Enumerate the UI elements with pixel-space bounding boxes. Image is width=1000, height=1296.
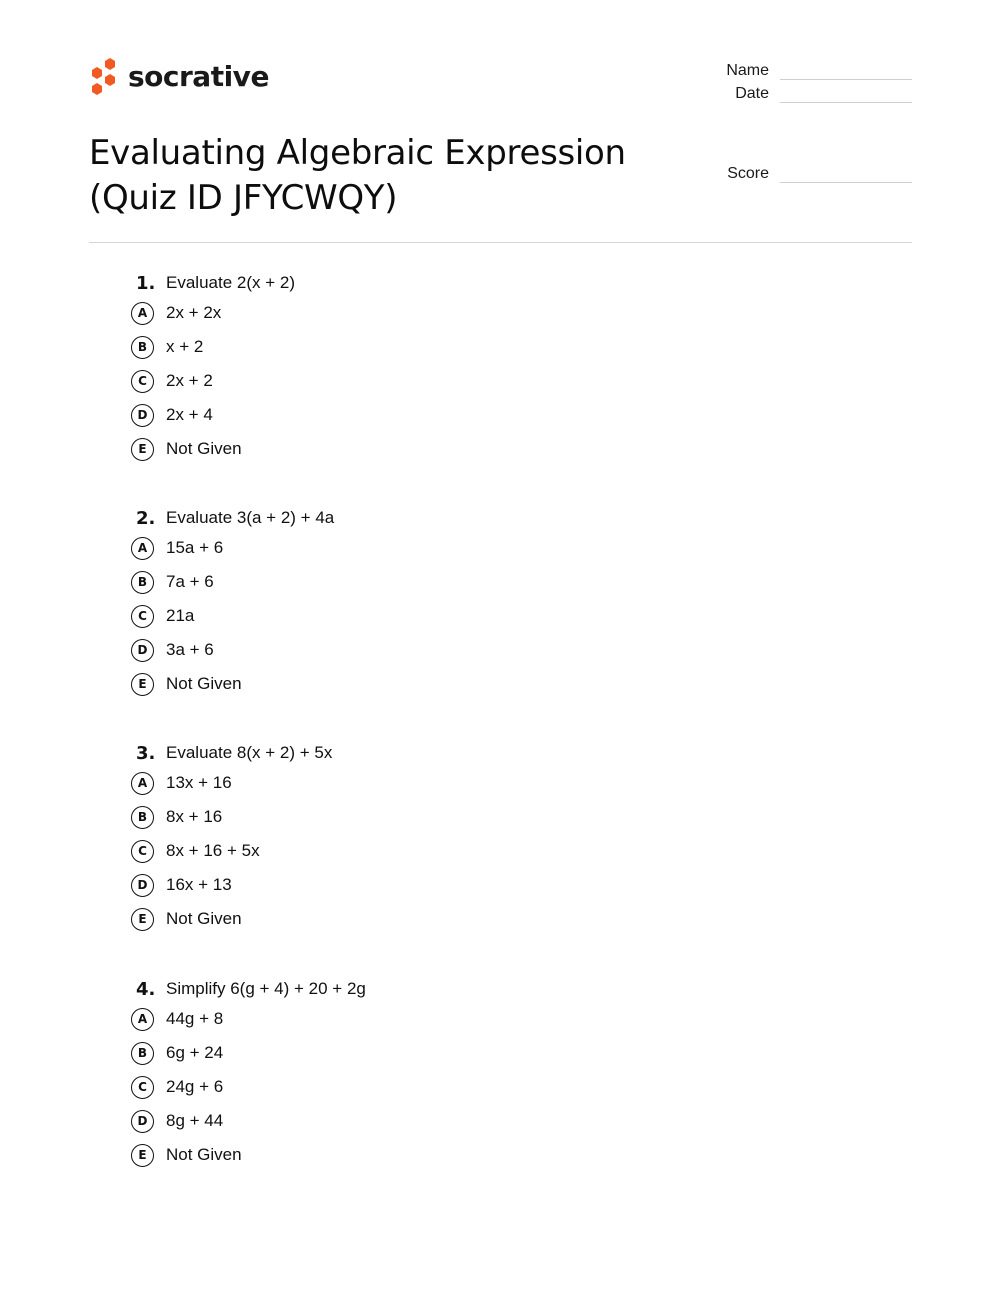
option-c[interactable] — [130, 834, 332, 868]
header-divider — [89, 242, 912, 243]
option-text: Not Given — [166, 1145, 242, 1164]
option-text: Not Given — [166, 909, 242, 928]
option-a[interactable] — [130, 296, 295, 330]
option-bubble[interactable]: C — [131, 1076, 154, 1099]
option-bubble[interactable]: A — [131, 1008, 154, 1031]
option-d[interactable] — [130, 868, 332, 902]
option-text: 2x + 2x — [166, 303, 222, 322]
option-text: x + 2 — [166, 337, 204, 356]
question-3 — [130, 740, 332, 936]
option-text: 7a + 6 — [166, 572, 214, 591]
score-field[interactable] — [700, 165, 912, 189]
question-text: Evaluate 3(a + 2) + 4a — [166, 508, 335, 527]
socrative-logo — [88, 57, 269, 97]
date-label: Date — [735, 85, 769, 102]
option-bubble[interactable]: A — [131, 302, 154, 325]
score-line[interactable] — [780, 182, 912, 183]
option-text: 21a — [166, 606, 195, 625]
option-b[interactable] — [130, 1036, 366, 1070]
name-line[interactable] — [780, 79, 912, 80]
option-d[interactable] — [130, 1104, 366, 1138]
option-d[interactable] — [130, 398, 295, 432]
option-c[interactable] — [130, 599, 334, 633]
option-bubble[interactable]: C — [131, 840, 154, 863]
option-text: 2x + 4 — [166, 405, 213, 424]
title-line-1: Evaluating Algebraic Expression — [89, 133, 626, 173]
hexagon-cluster-icon — [88, 57, 120, 97]
option-b[interactable] — [130, 565, 334, 599]
score-label: Score — [727, 165, 769, 182]
option-text: 16x + 13 — [166, 875, 232, 894]
option-a[interactable] — [130, 531, 334, 565]
option-text: 8x + 16 — [166, 807, 223, 826]
option-text: Not Given — [166, 674, 242, 693]
option-bubble[interactable]: B — [131, 806, 154, 829]
option-bubble[interactable]: E — [131, 1144, 154, 1167]
question-1 — [130, 270, 295, 466]
question-number: 3. — [136, 742, 156, 764]
option-text: 24g + 6 — [166, 1077, 224, 1096]
name-field[interactable] — [700, 62, 912, 86]
option-b[interactable] — [130, 330, 295, 364]
option-bubble[interactable]: E — [131, 438, 154, 461]
option-bubble[interactable]: C — [131, 370, 154, 393]
option-e[interactable] — [130, 667, 334, 701]
option-bubble[interactable]: A — [131, 772, 154, 795]
question-number: 2. — [136, 507, 156, 529]
question-2 — [130, 505, 334, 701]
option-e[interactable] — [130, 902, 332, 936]
option-text: 3a + 6 — [166, 640, 214, 659]
option-e[interactable] — [130, 1138, 366, 1172]
option-bubble[interactable]: B — [131, 571, 154, 594]
option-bubble[interactable]: C — [131, 605, 154, 628]
option-c[interactable] — [130, 364, 295, 398]
date-field[interactable] — [700, 85, 912, 109]
question-4 — [130, 976, 366, 1172]
question-text: Simplify 6(g + 4) + 20 + 2g — [166, 979, 366, 998]
option-text: 8x + 16 + 5x — [166, 841, 260, 860]
option-text: 13x + 16 — [166, 773, 232, 792]
option-bubble[interactable]: D — [131, 1110, 154, 1133]
option-text: Not Given — [166, 439, 242, 458]
option-bubble[interactable]: D — [131, 639, 154, 662]
option-text: 15a + 6 — [166, 538, 224, 557]
option-bubble[interactable]: A — [131, 537, 154, 560]
date-line[interactable] — [780, 102, 912, 103]
title-line-2: (Quiz ID JFYCWQY) — [89, 178, 398, 218]
option-bubble[interactable]: E — [131, 673, 154, 696]
option-bubble[interactable]: B — [131, 336, 154, 359]
option-c[interactable] — [130, 1070, 366, 1104]
option-bubble[interactable]: D — [131, 874, 154, 897]
question-number: 4. — [136, 978, 156, 1000]
option-d[interactable] — [130, 633, 334, 667]
option-bubble[interactable]: B — [131, 1042, 154, 1065]
option-a[interactable] — [130, 766, 332, 800]
option-text: 2x + 2 — [166, 371, 213, 390]
option-text: 6g + 24 — [166, 1043, 224, 1062]
option-a[interactable] — [130, 1002, 366, 1036]
option-bubble[interactable]: E — [131, 908, 154, 931]
option-b[interactable] — [130, 800, 332, 834]
option-text: 44g + 8 — [166, 1009, 224, 1028]
page-title — [89, 131, 709, 221]
question-text: Evaluate 2(x + 2) — [166, 273, 295, 292]
question-text: Evaluate 8(x + 2) + 5x — [166, 743, 333, 762]
option-bubble[interactable]: D — [131, 404, 154, 427]
question-number: 1. — [136, 272, 156, 294]
name-label: Name — [726, 62, 769, 79]
option-text: 8g + 44 — [166, 1111, 224, 1130]
option-e[interactable] — [130, 432, 295, 466]
brand-name: socrative — [128, 60, 269, 93]
